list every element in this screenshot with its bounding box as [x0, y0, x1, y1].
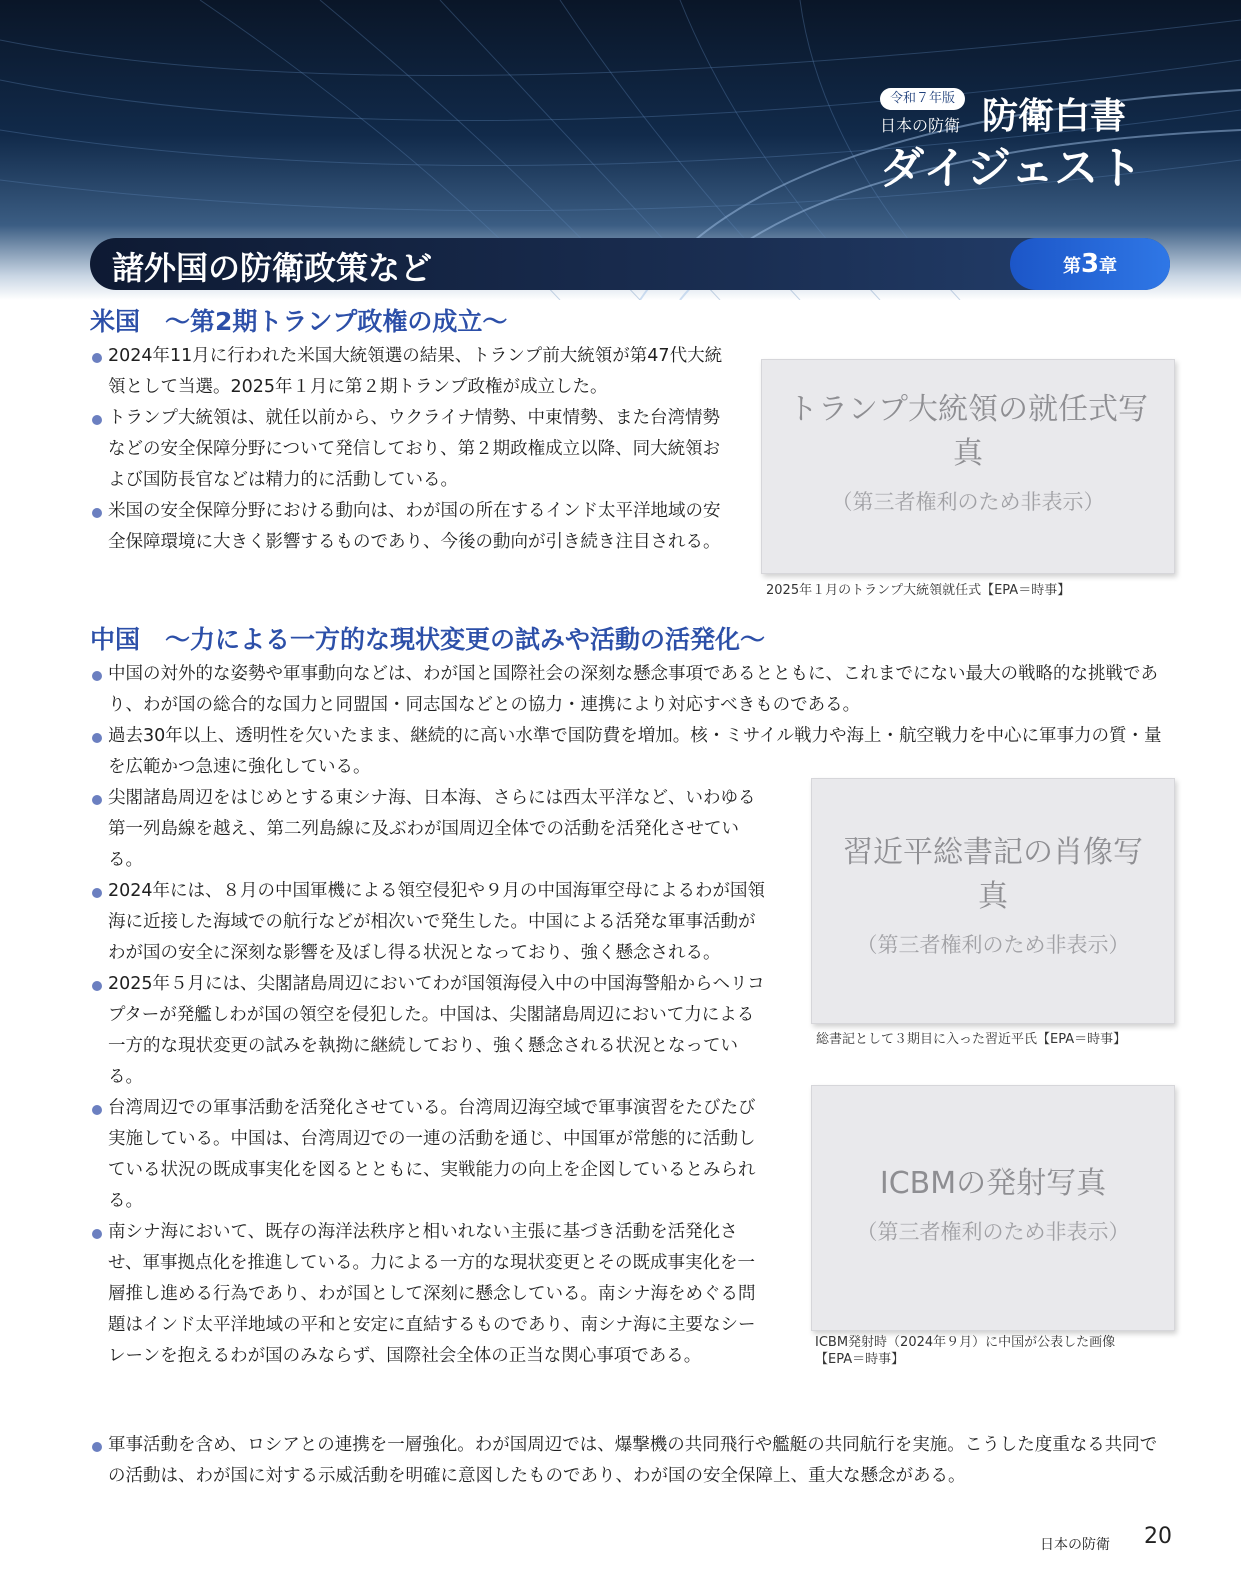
photo-placeholder-icbm — [811, 1085, 1175, 1331]
chapter-badge-suffix: 章 — [1099, 256, 1118, 277]
brand-block — [880, 88, 1220, 194]
brand-title: 防衛白書 — [982, 96, 1127, 137]
china-bullet-list-top — [90, 659, 1170, 783]
list-item: 過去30年以上、透明性を欠いたまま、継続的に高い水準で国防費を増加。核・ミサイル戦力や海上・航空戦力を中心に軍事力の質・量を広範かつ急速に強化している。 — [90, 721, 1170, 783]
photo-note: （第三者権利のため非表示） — [856, 933, 1130, 957]
photo-caption-xi: 総書記として３期目に入った習近平氏【EPA＝時事】 — [816, 1032, 1127, 1047]
photo-placeholder-trump — [761, 359, 1175, 574]
section-heading-usa: 米国 ～第2期トランプ政権の成立～ — [90, 307, 508, 336]
list-item: 2024年11月に行われた米国大統領選の結果、トランプ前大統領が第47代大統領として当選。2025年１月に第２期トランプ政権が成立した。 — [90, 341, 730, 403]
photo-caption-icbm: ICBM発射時（2024年９月）に中国が公表した画像【EPA＝時事】 — [815, 1335, 1116, 1367]
list-item: 2024年には、８月の中国軍機による領空侵犯や９月の中国海軍空母によるわが国領海に近接した海域での航行などが相次いで発生した。中国による活発な軍事活動がわが国の安全に深刻な影響を及ぼし得る状況となっており、強く懸念される。 — [90, 876, 770, 969]
brand-subtitle: 日本の防衛 — [880, 116, 961, 135]
section-heading-china: 中国 ～力による一方的な現状変更の試みや活動の活発化～ — [90, 625, 766, 654]
photo-placeholder-xi — [811, 778, 1175, 1024]
chapter-badge-prefix: 第 — [1062, 256, 1081, 277]
list-item: 南シナ海において、既存の海洋法秩序と相いれない主張に基づき活動を活発化させ、軍事拠点化を推進している。力による一方的な現状変更とその既成事実化を一層推し進める行為であり、わが国として深刻に懸念している。南シナ海をめぐる問題はインド太平洋地域の平和と安定に直結するものであり、南シナ海に主要なシーレーンを抱えるわが国のみならず、国際社会全体の正当な関心事項である。 — [90, 1217, 770, 1372]
list-item: 米国の安全保障分野における動向は、わが国の所在するインド太平洋地域の安全保障環境に大きく影響するものであり、今後の動向が引き続き注目される。 — [90, 496, 730, 558]
list-item: 中国の対外的な姿勢や軍事動向などは、わが国と国際社会の深刻な懸念事項であるとともに、これまでにない最大の戦略的な挑戦であり、わが国の総合的な国力と同盟国・同志国などとの協力・連携により対応すべきものである。 — [90, 659, 1170, 721]
photo-title: 習近平総書記の肖像写真 — [843, 835, 1143, 914]
chapter-badge — [1010, 238, 1170, 290]
edition-badge: 令和７年版 — [880, 88, 965, 110]
photo-title: トランプ大統領の就任式写真 — [788, 392, 1148, 471]
photo-note: （第三者権利のため非表示） — [856, 1220, 1130, 1244]
photo-note: （第三者権利のため非表示） — [831, 490, 1105, 514]
chapter-title: 諸外国の防衛政策など — [112, 249, 433, 287]
usa-bullet-list — [90, 341, 730, 558]
china-bullet-list-bottom — [90, 1430, 1170, 1492]
footer-label: 日本の防衛 — [1040, 1537, 1110, 1553]
brand-title-digest: ダイジェスト — [880, 143, 1143, 194]
chapter-title-bar — [90, 238, 1170, 290]
photo-title: ICBMの発射写真 — [879, 1166, 1107, 1201]
chapter-badge-number: 3 — [1080, 249, 1100, 279]
list-item: 2025年５月には、尖閣諸島周辺においてわが国領海侵入中の中国海警船からヘリコプターが発艦しわが国の領空を侵犯した。中国は、尖閣諸島周辺において力による一方的な現状変更の試みを執拗に継続しており、強く懸念される状況となっている。 — [90, 969, 770, 1093]
list-item: 軍事活動を含め、ロシアとの連携を一層強化。わが国周辺では、爆撃機の共同飛行や艦艇の共同航行を実施。こうした度重なる共同での活動は、わが国に対する示威活動を明確に意図したものであり、わが国の安全保障上、重大な懸念がある。 — [90, 1430, 1170, 1492]
list-item: 台湾周辺での軍事活動を活発化させている。台湾周辺海空域で軍事演習をたびたび実施している。中国は、台湾周辺での一連の活動を通じ、中国軍が常態的に活動している状況の既成事実化を図るとともに、実戦能力の向上を企図しているとみられる。 — [90, 1093, 770, 1217]
list-item: 尖閣諸島周辺をはじめとする東シナ海、日本海、さらには西太平洋など、いわゆる第一列島線を越え、第二列島線に及ぶわが国周辺全体での活動を活発化させている。 — [90, 783, 770, 876]
page-number: 20 — [1144, 1524, 1172, 1549]
list-item: トランプ大統領は、就任以前から、ウクライナ情勢、中東情勢、また台湾情勢などの安全保障分野について発信しており、第２期政権成立以降、同大統領および国防長官などは精力的に活動している。 — [90, 403, 730, 496]
photo-caption-trump: 2025年１月のトランプ大統領就任式【EPA＝時事】 — [766, 583, 1071, 598]
china-bullet-list-main — [90, 783, 770, 1372]
